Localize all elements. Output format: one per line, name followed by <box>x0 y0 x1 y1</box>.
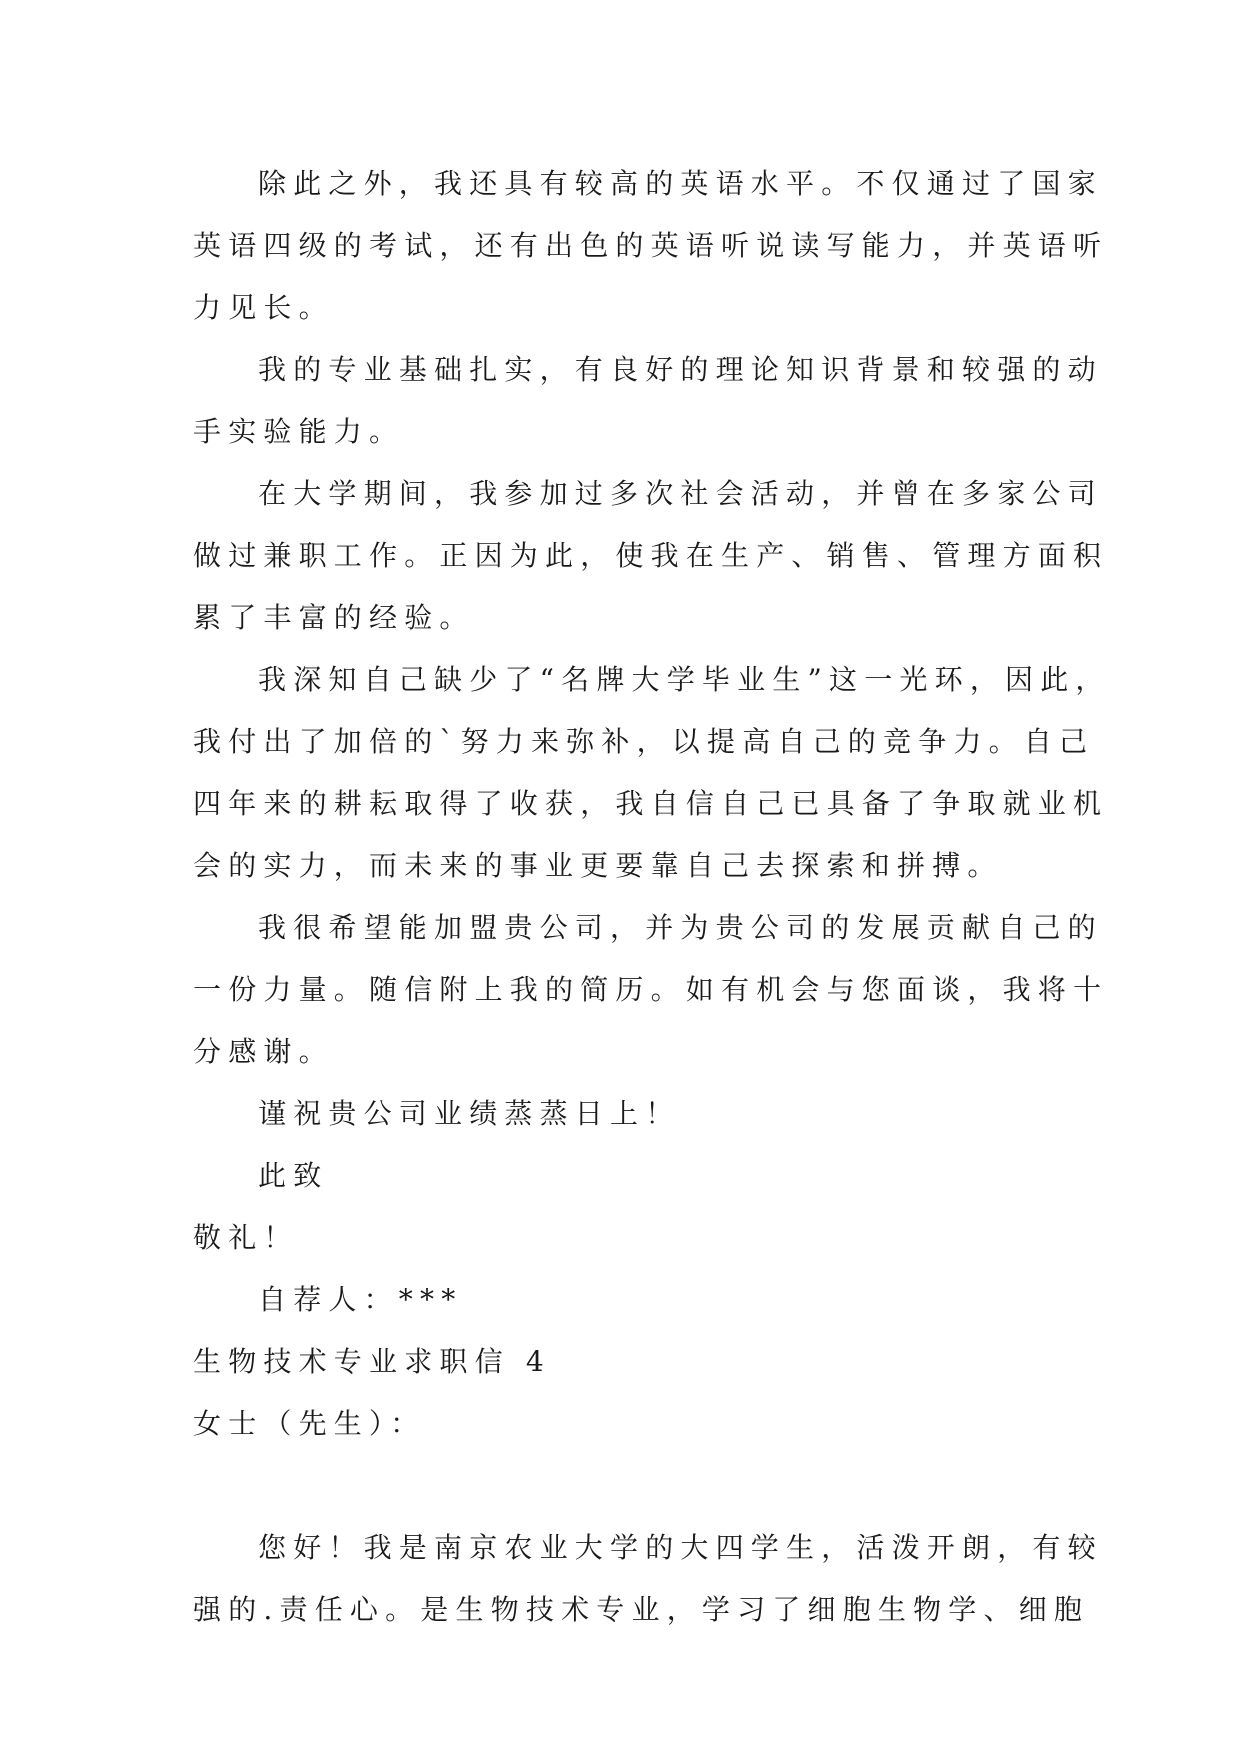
text-line: 做过兼职工作。正因为此，使我在生产、销售、管理方面积 <box>193 539 1109 572</box>
text-line: 手实验能力。 <box>193 415 405 448</box>
text-line: 英语四级的考试，还有出色的英语听说读写能力，并英语听 <box>193 229 1109 262</box>
text-line: 您好！我是南京农业大学的大四学生，活泼开朗，有较 <box>258 1531 1103 1564</box>
text-line: 谨祝贵公司业绩蒸蒸日上！ <box>258 1097 681 1130</box>
text-line: 敬礼！ <box>193 1221 299 1254</box>
text-line: 力见长。 <box>193 291 334 324</box>
text-line: 我的专业基础扎实，有良好的理论知识背景和较强的动 <box>258 353 1103 386</box>
text-line: 会的实力，而未来的事业更要靠自己去探索和拼搏。 <box>193 849 1003 882</box>
text-line: 分感谢。 <box>193 1035 334 1068</box>
signature-line: 自荐人：*** <box>258 1283 463 1316</box>
text-line: 在大学期间，我参加过多次社会活动，并曾在多家公司 <box>258 477 1103 510</box>
section-heading: 生物技术专业求职信 4 <box>193 1345 551 1378</box>
text-line: 四年来的耕耘取得了收获，我自信自己已具备了争取就业机 <box>193 787 1109 820</box>
text-line: 此致 <box>258 1159 329 1192</box>
text-line: 累了丰富的经验。 <box>193 601 475 634</box>
text-line: 除此之外，我还具有较高的英语水平。不仅通过了国家 <box>258 167 1103 200</box>
text-line: 一份力量。随信附上我的简历。如有机会与您面谈，我将十 <box>193 973 1109 1006</box>
salutation: 女士（先生）： <box>193 1407 426 1440</box>
text-line: 我很希望能加盟贵公司，并为贵公司的发展贡献自己的 <box>258 911 1103 944</box>
text-line: 强的.责任心。是生物技术专业，学习了细胞生物学、细胞 <box>193 1593 1090 1626</box>
text-line: 我深知自己缺少了“名牌大学毕业生”这一光环，因此， <box>258 663 1111 696</box>
text-line: 我付出了加倍的`努力来弥补，以提高自己的竞争力。自己 <box>193 725 1095 758</box>
